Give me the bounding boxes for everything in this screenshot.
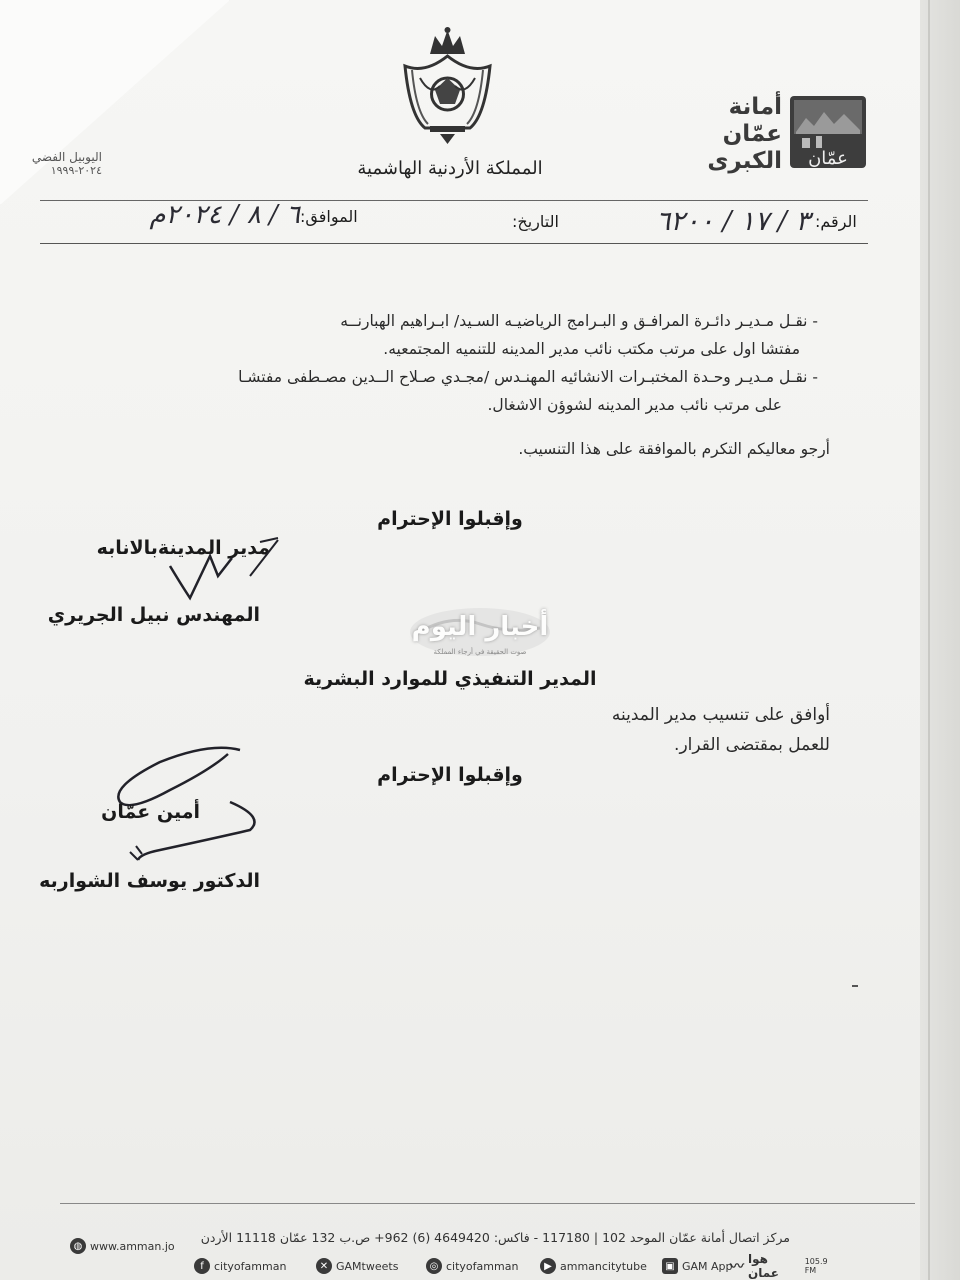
org-name-line-2: عمّان	[722, 121, 782, 147]
signature-1-icon	[160, 536, 290, 606]
transfer-item-1-line-2: مفتشا اول على مرتب مكتب نائب مدير المدينه للتنميه المجتمعيه.	[383, 340, 800, 358]
signer-1-name: المهندس نبيل الجريري	[47, 604, 260, 626]
reference-number-label: الرقم:	[815, 212, 857, 231]
folded-sheet-corner	[0, 0, 250, 210]
footer-app[interactable]	[662, 1256, 733, 1276]
org-name-line-3: الكبرى	[707, 148, 782, 174]
facebook-handle: cityofamman	[214, 1259, 287, 1273]
closing-regards-2: وإقبلوا الإحترام	[377, 764, 523, 786]
org-name-line-1: أمانة	[728, 94, 782, 120]
radio-frequency: 105.9 FM	[804, 1257, 828, 1275]
youtube-icon: ▶	[540, 1258, 556, 1274]
globe-icon: ◍	[70, 1238, 86, 1254]
instagram-handle: cityofamman	[446, 1259, 519, 1273]
youtube-handle: ammancitytube	[560, 1259, 647, 1273]
reference-number-value: ٣ / ١٧ / ٦٢٠٠	[655, 206, 810, 237]
signer-2-name: الدكتور يوسف الشواربه	[39, 870, 260, 892]
jubilee-stamp	[22, 150, 102, 177]
transfer-item-2-line-1: - نقـل مـديـر وحـدة المختبـرات الانشائيه المهنـدس /مجـدي صـلاح الــدين مصـطفى مفتشـا	[238, 368, 818, 386]
page-stack-edge	[920, 0, 960, 1280]
footer-youtube[interactable]	[540, 1256, 647, 1276]
signer-2-title: أمين عمّان	[101, 801, 200, 823]
radio-logo-icon: 〰	[730, 1259, 744, 1275]
corresponding-date-label: الموافق:	[300, 207, 358, 226]
watermark-subtitle: صوت الحقيقة في أرجاء المملكة	[433, 648, 527, 656]
stray-mark	[852, 985, 858, 987]
closing-regards-1: وإقبلوا الإحترام	[377, 508, 523, 530]
app-label: GAM App	[682, 1259, 733, 1273]
royal-crest-icon	[400, 26, 495, 146]
footer-address: مركز اتصال أمانة عمّان الموحد 102 | 117180 - فاكس: 4649420 (6) 962+ ص.ب 132 عمّان 11118 الأردن	[200, 1230, 790, 1245]
footer-rule	[60, 1203, 915, 1204]
footer-twitter[interactable]	[316, 1256, 398, 1276]
signer-1-title: مدير المدينةبالانابه	[96, 537, 270, 559]
footer-contacts	[70, 1239, 840, 1280]
request-line: أرجو معاليكم التكرم بالموافقة على هذا التنسيب.	[518, 440, 830, 458]
news-watermark	[400, 604, 560, 664]
website-url: www.amman.jo	[90, 1239, 175, 1253]
app-icon: ▣	[662, 1258, 678, 1274]
instagram-icon: ◎	[426, 1258, 442, 1274]
footer-facebook[interactable]	[194, 1256, 286, 1276]
transfer-item-1-line-1: - نقـل مـديـر دائـرة المرافـق و البـرامج الرياضيـه السـيد/ ابـراهيم الهبارنــه	[340, 312, 818, 330]
footer-radio[interactable]	[730, 1252, 840, 1280]
hr-approval-line-2: للعمل بمقتضى القرار.	[674, 735, 830, 755]
footer-website[interactable]	[70, 1236, 175, 1256]
watermark-title: أخبار اليوم	[411, 612, 549, 642]
footer-instagram[interactable]	[426, 1256, 518, 1276]
jubilee-stamp-years: ٢٠٢٤-١٩٩٩	[50, 164, 102, 177]
hr-director-title: المدير التنفيذي للموارد البشرية	[303, 668, 597, 690]
gam-logo-text	[700, 94, 782, 175]
jubilee-stamp-text: اليوبيل الفضي	[31, 150, 102, 164]
hr-approval-line-1: أوافق على تنسيب مدير المدينه	[611, 705, 830, 725]
date-label: التاريخ:	[512, 212, 559, 231]
kingdom-name: المملكة الأردنية الهاشمية	[357, 158, 543, 179]
twitter-handle: GAMtweets	[336, 1259, 399, 1273]
transfer-item-2-line-2: على مرتب نائب مدير المدينه لشوؤن الاشغال.	[487, 396, 782, 414]
x-twitter-icon: ✕	[316, 1258, 332, 1274]
svg-text:عمّان: عمّان	[808, 148, 848, 169]
radio-name: هوا عمان	[748, 1252, 779, 1280]
facebook-icon: f	[194, 1258, 210, 1274]
gam-logo-icon	[788, 92, 868, 172]
corresponding-date-value: ٦ / ٨ / ٢٠٢٤م	[149, 200, 300, 230]
reference-rule	[40, 243, 868, 244]
